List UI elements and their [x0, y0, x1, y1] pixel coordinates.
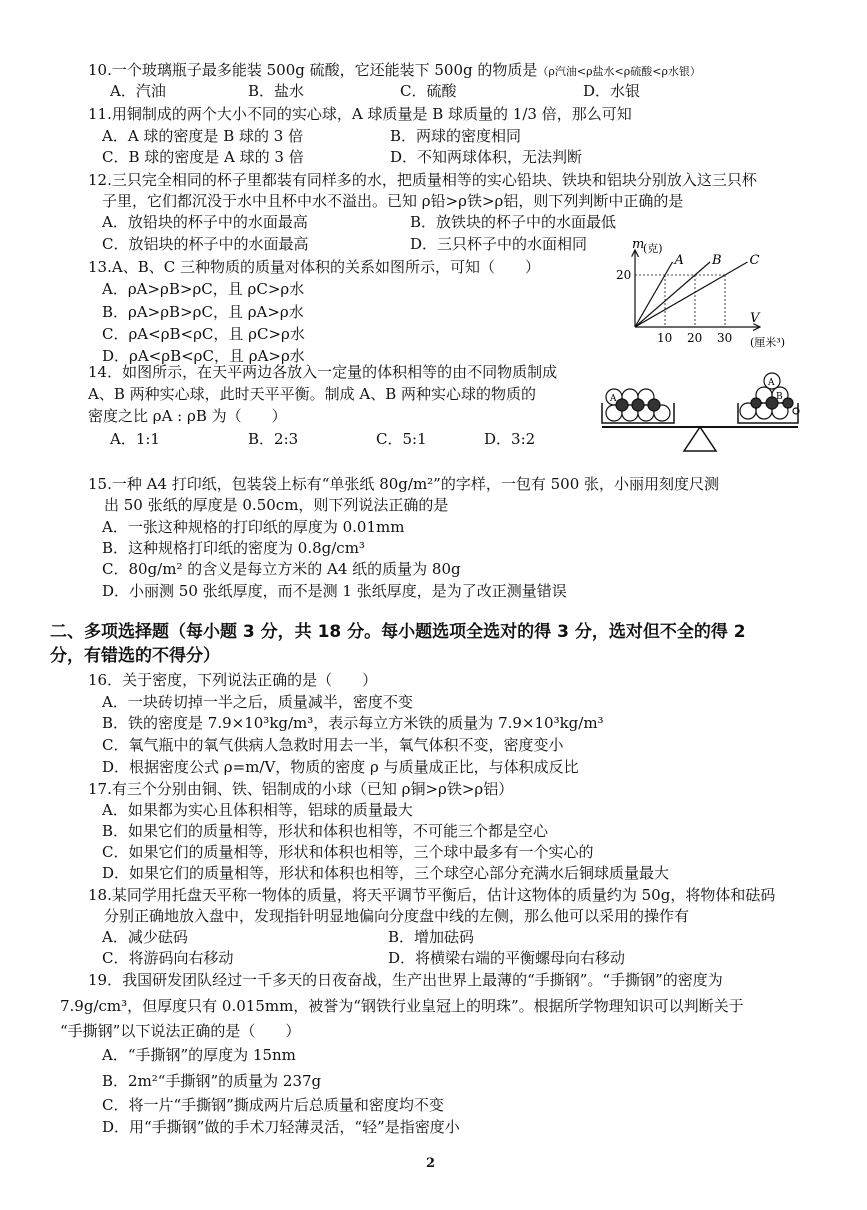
q12-stem-line1: 12.三只完全相同的杯子里都装有同样多的水，把质量相等的实心铅块、铁块和铝块分别放入这三只杯: [88, 171, 757, 189]
q11-option-d: D．不知两球体积，无法判断: [390, 148, 583, 166]
q14-option-c: C．5:1: [376, 430, 427, 448]
q13-mass-volume-graph: [610, 237, 785, 352]
q15-stem-line1: 15.一种 A4 打印纸，包装袋上标有“单张纸 80g/m²”的字样，一包有 500 张，小丽用刻度尺测: [88, 475, 720, 493]
q14-fulcrum: [684, 427, 716, 451]
q13-series-line-C: [635, 262, 748, 327]
q14-option-a: A．1:1: [110, 430, 160, 448]
section2-heading-line1: 二、多项选择题（每小题 3 分，共 18 分。每小题选项全选对的得 3 分，选对但不全的得 2: [50, 622, 746, 642]
q13-stem: 13.A、B、C 三种物质的质量对体积的关系如图所示，可知（ ）: [88, 258, 540, 276]
q13-option-a: A．ρA>ρB>ρC，且 ρC>ρ水: [102, 280, 305, 298]
q16-stem: 16．关于密度，下列说法正确的是（ ）: [88, 671, 378, 689]
q19-option-b: B．2m²“手撕钢”的质量为 237g: [102, 1072, 322, 1090]
q12-option-d: D．三只杯子中的水面相同: [410, 235, 588, 253]
q17-stem: 17.有三个分别由铜、铁、铝制成的小球（已知 ρ铜>ρ铁>ρ铝）: [88, 780, 514, 798]
q19-stem-line3: “手撕钢”以下说法正确的是（ ）: [60, 1022, 301, 1040]
q13-x-axis-label: V: [750, 311, 760, 326]
q13-x-tick-10: 10: [657, 331, 673, 345]
q13-y-unit: (克): [643, 242, 663, 255]
q15-option-c: C．80g/m² 的含义是每立方米的 A4 纸的质量为 80g: [102, 560, 461, 578]
q15-stem-line2: 出 50 张纸的厚度是 0.50cm，则下列说法正确的是: [104, 496, 449, 514]
q12-option-b: B．放铁块的杯子中的水面最低: [410, 213, 617, 231]
q19-stem-line1: 19．我国研发团队经过一千多天的日夜奋战，生产出世界上最薄的“手撕钢”。“手撕钢”的密度为: [88, 971, 723, 989]
q10-option-b: B．盐水: [248, 82, 305, 100]
page-number: 2: [426, 1156, 436, 1171]
q14-right-ball-label-b: B: [776, 392, 783, 402]
q13-option-d: D．ρA<ρB<ρC，且 ρA>ρ水: [102, 347, 305, 365]
q12-option-a: A．放铅块的杯子中的水面最高: [102, 213, 308, 231]
q14-balance-figure: [600, 365, 800, 457]
q14-stem-line2: A、B 两种实心球，此时天平平衡。制成 A、B 两种实心球的物质的: [88, 385, 537, 403]
q15-option-a: A．一张这种规格的打印纸的厚度为 0.01mm: [102, 518, 405, 536]
q10-option-d: D．水银: [583, 82, 641, 100]
q14-option-d: D．3:2: [484, 430, 536, 448]
q17-option-d: D．如果它们的质量相等，形状和体积也相等，三个球空心部分充满水后铜球质量最大: [102, 864, 670, 882]
q13-series-label-C: C: [749, 253, 760, 268]
q19-option-a: A．“手撕钢”的厚度为 15nm: [102, 1046, 296, 1064]
q10-stem-text: 10.一个玻璃瓶子最多能装 500g 硫酸，它还能装下 500g 的物质是: [88, 61, 538, 79]
q13-y-axis-label: m: [632, 237, 645, 252]
q13-series-label-B: B: [712, 253, 722, 268]
q18-option-d: D．将横梁右端的平衡螺母向右移动: [388, 949, 626, 967]
q12-stem-line2: 子里，它们都沉没于水中且杯中水不溢出。已知 ρ铅>ρ铁>ρ铝，则下列判断中正确的是: [102, 192, 684, 210]
q15-option-d: D．小丽测 50 张纸厚度，而不是测 1 张纸厚度，是为了改正测量错误: [102, 582, 567, 600]
q17-option-a: A．如果都为实心且体积相等，铝球的质量最大: [102, 801, 413, 819]
q17-option-c: C．如果它们的质量相等，形状和体积也相等，三个球中最多有一个实心的: [102, 843, 594, 861]
q13-series-line-A: [635, 262, 673, 327]
q13-x-tick-30: 30: [717, 331, 733, 345]
q18-option-a: A．减少砝码: [102, 928, 188, 946]
q14-stem-line3: 密度之比 ρA : ρB 为（ ）: [88, 407, 287, 425]
q19-option-c: C．将一片“手撕钢”撕成两片后总质量和密度均不变: [102, 1096, 444, 1114]
q16-option-c: C．氧气瓶中的氧气供病人急救时用去一半，氧气体积不变，密度变小: [102, 736, 564, 754]
q18-option-c: C．将游码向右移动: [102, 949, 234, 967]
q13-series-label-A: A: [674, 253, 684, 268]
q10-option-a: A．汽油: [110, 82, 166, 100]
q11-option-b: B．两球的密度相同: [390, 127, 522, 145]
section2-heading-line2: 分，有错选的不得分）: [50, 646, 220, 666]
q13-option-c: C．ρA<ρB<ρC，且 ρC>ρ水: [102, 325, 305, 343]
q13-option-b: B．ρA>ρB>ρC，且 ρA>ρ水: [102, 303, 304, 321]
q11-option-a: A．A 球的密度是 B 球的 3 倍: [102, 127, 304, 145]
q12-option-c: C．放铝块的杯子中的水面最高: [102, 235, 309, 253]
q13-series-line-B: [635, 262, 710, 327]
q11-stem: 11.用铜制成的两个大小不同的实心球，A 球质量是 B 球质量的 1/3 倍，那么可知: [88, 105, 632, 123]
q11-option-c: C．B 球的密度是 A 球的 3 倍: [102, 148, 304, 166]
q10-stem: [88, 60, 701, 82]
q18-option-b: B．增加砝码: [388, 928, 475, 946]
q14-left-ball-label: A: [610, 394, 617, 404]
q15-option-b: B．这种规格打印纸的密度为 0.8g/cm³: [102, 539, 365, 557]
q18-stem-line1: 18.某同学用托盘天平称一物体的质量，将天平调节平衡后，估计这物体的质量约为 50g，将物体和砝码: [88, 886, 776, 904]
q17-option-b: B．如果它们的质量相等，形状和体积也相等，不可能三个都是空心: [102, 822, 549, 840]
q16-option-a: A．一块砖切掉一半之后，质量减半，密度不变: [102, 693, 413, 711]
q13-y-tick-20: 20: [616, 268, 632, 282]
q19-stem-line2: 7.9g/cm³，但厚度只有 0.015mm，被誉为“钢铁行业皇冠上的明珠”。根据所学物理知识可以判断关于: [60, 997, 744, 1015]
q16-option-d: D．根据密度公式 ρ=m/V，物质的密度 ρ 与质量成正比，与体积成反比: [102, 758, 579, 776]
q19-option-d: D．用“手撕钢”做的手术刀轻薄灵活，“轻”是指密度小: [102, 1118, 460, 1136]
q14-right-ball-label-a: A: [768, 378, 775, 388]
q10-option-c: C．硫酸: [400, 82, 457, 100]
q18-stem-line2: 分别正确地放入盘中，发现指针明显地偏向分度盘中线的左侧，那么他可以采用的操作有: [104, 907, 690, 925]
q13-x-tick-20: 20: [687, 331, 703, 345]
q14-stem-line1: 14．如图所示，在天平两边各放入一定量的体积相等的由不同物质制成: [88, 363, 558, 381]
q13-x-unit: (厘米³): [750, 336, 785, 349]
q14-option-b: B．2:3: [248, 430, 299, 448]
q10-density-note: （ρ汽油<ρ盐水<ρ硫酸<ρ水银）: [537, 65, 701, 78]
q16-option-b: B．铁的密度是 7.9×10³kg/m³，表示每立方米铁的质量为 7.9×10³kg/m³: [102, 714, 604, 732]
